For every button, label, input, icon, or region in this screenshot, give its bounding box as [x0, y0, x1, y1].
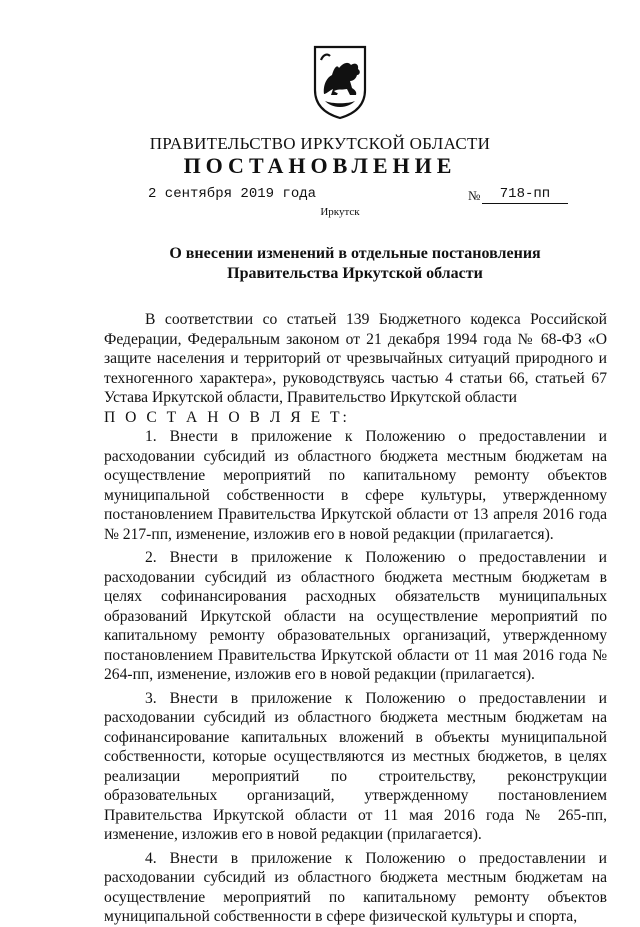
decree-word: П О С Т А Н О В Л Я Е Т: [104, 408, 350, 426]
document-subject: О внесении изменений в отдельные постановления Правительства Иркутской области [169, 245, 541, 282]
item-3-paragraph: 3. Внести в приложение к Положению о предоставлении и расходовании субсидий из областного бюджета местным бюджетам на софинансирование капитальных вложений в объекты муниципальной собственности, которые осуществляются из местных бюджетов, в целях реализации мероприятий по строительству, реконструкции образовательных организаций, утвержденному постановлением Правительства Иркутской области от 11 мая 2016 года № 265-пп, изменение, изложив его в новой редакции (прилагается). [104, 689, 607, 843]
document-date: 2 сентября 2019 года [148, 186, 317, 202]
number-sign: № [468, 188, 481, 203]
coat-of-arms-icon [312, 44, 368, 120]
document-city: Иркутск [320, 206, 360, 218]
government-title: ПРАВИТЕЛЬСТВО ИРКУТСКОЙ ОБЛАСТИ [149, 134, 491, 153]
item-4-paragraph: 4. Внести в приложение к Положению о предоставлении и расходовании субсидий из областного бюджета местным бюджетам на осуществление мероприятий по капитальному ремонту объектов муниципальной собственности в сфере физической культуры и спорта, [104, 849, 607, 925]
preamble-paragraph: В соответствии со статьей 139 Бюджетного кодекса Российской Федерации, Федеральным законом от 21 декабря 1994 года № 68-ФЗ «О защите населения и территорий от чрезвычайных ситуаций природного и техногенного характера», руководствуясь частью 4 статьи 66, статьей 67 Устава Иркутской области, Правительство Иркутской области [104, 311, 607, 406]
document-number: 718-пп [482, 186, 568, 204]
item-1-paragraph: 1. Внести в приложение к Положению о предоставлении и расходовании субсидий из областного бюджета местным бюджетам на осуществление мероприятий по капитальному ремонту объектов муниципальной собственности в сфере культуры, утвержденному постановлением Правительства Иркутской области от 13 апреля 2016 года № 217-пп, изменение, изложив его в новой редакции (прилагается). [104, 428, 607, 543]
document-type: ПОСТАНОВЛЕНИЕ [183, 153, 457, 178]
item-2-paragraph: 2. Внести в приложение к Положению о предоставлении и расходовании субсидий из областного бюджета местным бюджетам в целях софинансирования расходных обязательств муниципальных образований Иркутской области на осуществление мероприятий по капитальному ремонту образовательных организаций, утвержденному постановлением Правительства Иркутской области от 11 мая 2016 года № 264-пп, изменение, изложив его в новой редакции (прилагается). [104, 549, 607, 683]
document-body [104, 310, 607, 927]
